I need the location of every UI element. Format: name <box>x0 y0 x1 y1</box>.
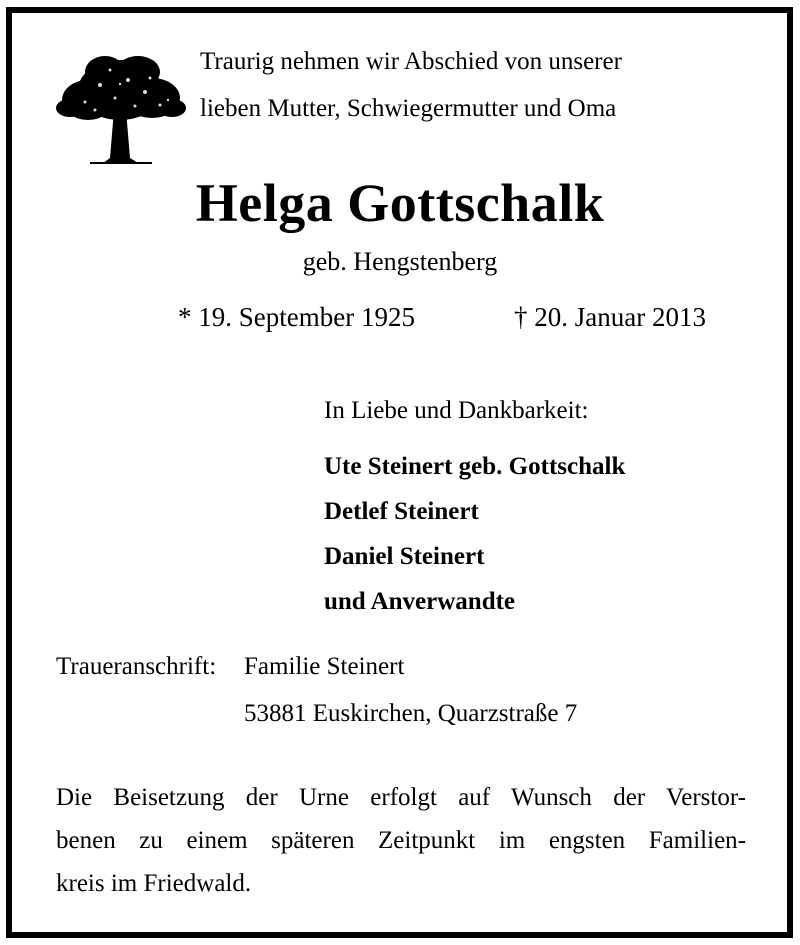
tree-icon <box>50 50 190 170</box>
burial-notice <box>56 776 746 905</box>
address-label: Traueranschrift: <box>56 653 217 680</box>
mourners-heading: In Liebe und Dankbarkeit: <box>324 397 589 424</box>
notice-line: Die Beisetzung der Urne erfolgt auf Wunsch der Verstor- <box>56 784 746 811</box>
mourner-name: und Anverwandte <box>324 588 516 615</box>
birth-date: * 19. September 1925 <box>178 302 415 332</box>
intro-line-2: lieben Mutter, Schwiegermutter und Oma <box>200 95 617 122</box>
notice-line: kreis im Friedwald. <box>56 870 252 897</box>
address-line-2: 53881 Euskirchen, Quarzstraße 7 <box>244 700 578 727</box>
birth-name: geb. Hengstenberg <box>302 247 498 276</box>
mourner-name: Detlef Steinert <box>324 498 479 525</box>
death-date: † 20. Januar 2013 <box>514 302 706 332</box>
mourner-name: Daniel Steinert <box>324 543 485 570</box>
intro-line-1: Traurig nehmen wir Abschied von unserer <box>200 48 622 75</box>
deceased-name: Helga Gottschalk <box>195 173 605 233</box>
notice-line: benen zu einem späteren Zeitpunkt im engsten Familien- <box>56 827 746 854</box>
intro-text <box>200 38 622 132</box>
mourner-name: Ute Steinert geb. Gottschalk <box>324 453 626 480</box>
address-line-1: Familie Steinert <box>244 653 405 680</box>
